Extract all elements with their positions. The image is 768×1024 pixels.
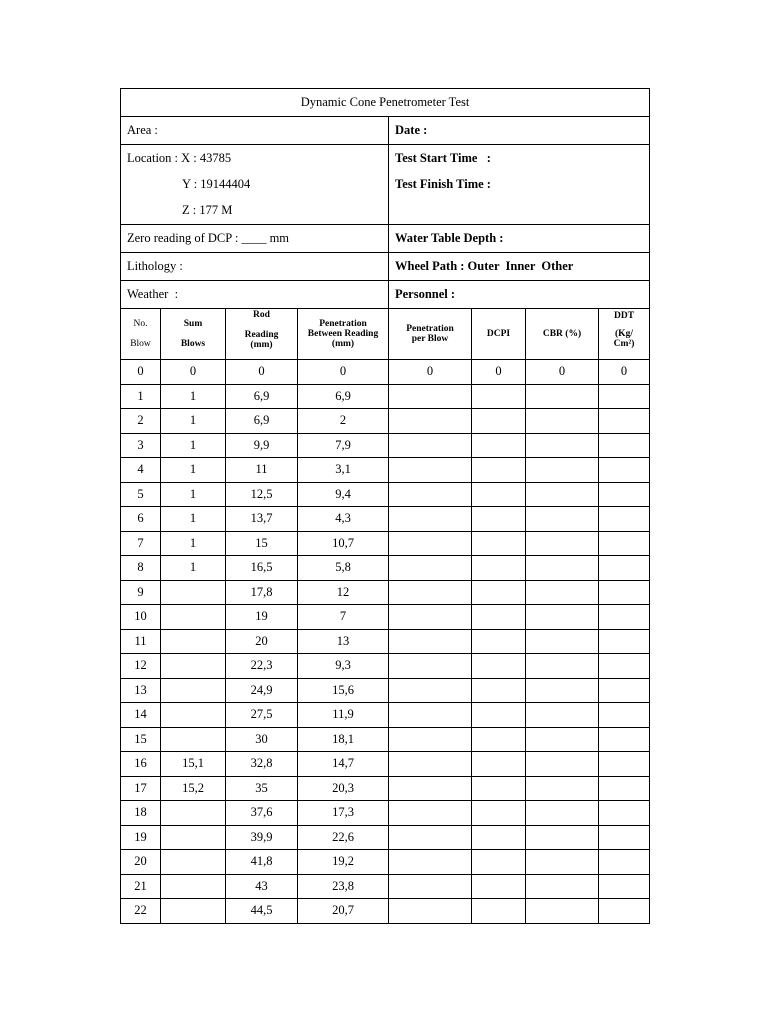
cell-dcpi (472, 654, 526, 679)
cell-cbr (526, 409, 599, 434)
cell-ddt (599, 850, 650, 875)
table-row (121, 360, 650, 385)
cell-penetration-per-blow (389, 825, 472, 850)
cell-penetration-between: 13 (298, 629, 389, 654)
cell-penetration-per-blow (389, 433, 472, 458)
cell-penetration-between: 18,1 (298, 727, 389, 752)
cell-dcpi (472, 703, 526, 728)
col-ddt: DDT (Kg/ Cm²) (599, 309, 650, 360)
cell-ddt (599, 727, 650, 752)
cell-dcpi (472, 850, 526, 875)
cell-rod-reading: 0 (226, 360, 298, 385)
location-x: Location : X : 43785 (127, 151, 232, 165)
cell-penetration-between: 6,9 (298, 384, 389, 409)
table-row (121, 850, 650, 875)
cell-rod-reading: 20 (226, 629, 298, 654)
table-row (121, 776, 650, 801)
wheel-path-field: Wheel Path : Outer Inner Other (389, 253, 650, 281)
cell-sum-blows (161, 629, 226, 654)
cell-penetration-per-blow (389, 678, 472, 703)
cell-sum-blows: 15,2 (161, 776, 226, 801)
cell-sum-blows (161, 850, 226, 875)
cell-ddt (599, 629, 650, 654)
cell-rod-reading: 6,9 (226, 384, 298, 409)
cell-cbr (526, 482, 599, 507)
cell-no-blow: 1 (121, 384, 161, 409)
cell-rod-reading: 35 (226, 776, 298, 801)
lithology-field: Lithology : (121, 253, 389, 281)
cell-dcpi (472, 433, 526, 458)
cell-penetration-between: 2 (298, 409, 389, 434)
cell-penetration-between: 23,8 (298, 874, 389, 899)
cell-cbr (526, 531, 599, 556)
cell-no-blow: 19 (121, 825, 161, 850)
cell-no-blow: 5 (121, 482, 161, 507)
table-row (121, 482, 650, 507)
cell-ddt (599, 874, 650, 899)
table-row (121, 556, 650, 581)
cell-penetration-between: 20,7 (298, 899, 389, 924)
data-rows (121, 360, 650, 924)
cell-no-blow: 11 (121, 629, 161, 654)
cell-ddt (599, 433, 650, 458)
table-row (121, 629, 650, 654)
cell-ddt (599, 458, 650, 483)
weather-field: Weather : (121, 281, 389, 309)
cell-sum-blows: 1 (161, 458, 226, 483)
cell-penetration-between: 7,9 (298, 433, 389, 458)
cell-no-blow: 12 (121, 654, 161, 679)
cell-penetration-per-blow (389, 556, 472, 581)
cell-penetration-between: 15,6 (298, 678, 389, 703)
cell-sum-blows: 1 (161, 384, 226, 409)
cell-no-blow: 0 (121, 360, 161, 385)
cell-cbr (526, 776, 599, 801)
cell-cbr (526, 678, 599, 703)
personnel-field: Personnel : (389, 281, 650, 309)
cell-dcpi (472, 727, 526, 752)
col-penetration-between: Penetration Between Reading (mm) (298, 309, 389, 360)
col-rod-reading: Rod Reading (mm) (226, 309, 298, 360)
cell-dcpi (472, 580, 526, 605)
cell-penetration-between: 20,3 (298, 776, 389, 801)
water-table-field: Water Table Depth : (389, 225, 650, 253)
cell-penetration-per-blow (389, 580, 472, 605)
col-no-blow: No. Blow (121, 309, 161, 360)
cell-no-blow: 15 (121, 727, 161, 752)
cell-cbr (526, 825, 599, 850)
cell-rod-reading: 30 (226, 727, 298, 752)
cell-rod-reading: 19 (226, 605, 298, 630)
cell-cbr (526, 605, 599, 630)
table-row (121, 727, 650, 752)
table-row (121, 605, 650, 630)
cell-rod-reading: 22,3 (226, 654, 298, 679)
cell-no-blow: 6 (121, 507, 161, 532)
table-row (121, 752, 650, 777)
cell-penetration-per-blow (389, 409, 472, 434)
cell-rod-reading: 37,6 (226, 801, 298, 826)
cell-penetration-per-blow (389, 899, 472, 924)
cell-sum-blows (161, 580, 226, 605)
cell-sum-blows (161, 654, 226, 679)
cell-penetration-per-blow (389, 727, 472, 752)
cell-sum-blows (161, 605, 226, 630)
cell-ddt (599, 678, 650, 703)
cell-rod-reading: 27,5 (226, 703, 298, 728)
col-penetration-per-blow: Penetration per Blow (389, 309, 472, 360)
cell-penetration-between: 3,1 (298, 458, 389, 483)
cell-rod-reading: 43 (226, 874, 298, 899)
cell-no-blow: 22 (121, 899, 161, 924)
cell-rod-reading: 15 (226, 531, 298, 556)
test-finish-time: Test Finish Time : (395, 177, 491, 191)
cell-rod-reading: 39,9 (226, 825, 298, 850)
cell-penetration-between: 22,6 (298, 825, 389, 850)
cell-ddt (599, 776, 650, 801)
table-row (121, 507, 650, 532)
cell-rod-reading: 12,5 (226, 482, 298, 507)
cell-sum-blows: 1 (161, 507, 226, 532)
col-sum-blows: Sum Blows (161, 309, 226, 360)
cell-ddt (599, 531, 650, 556)
cell-penetration-between: 0 (298, 360, 389, 385)
cell-sum-blows (161, 825, 226, 850)
cell-cbr (526, 874, 599, 899)
cell-dcpi: 0 (472, 360, 526, 385)
cell-no-blow: 14 (121, 703, 161, 728)
cell-penetration-between: 17,3 (298, 801, 389, 826)
cell-cbr (526, 727, 599, 752)
cell-penetration-per-blow: 0 (389, 360, 472, 385)
cell-ddt (599, 801, 650, 826)
cell-no-blow: 7 (121, 531, 161, 556)
cell-ddt (599, 605, 650, 630)
cell-cbr (526, 899, 599, 924)
cell-sum-blows: 1 (161, 433, 226, 458)
cell-sum-blows (161, 874, 226, 899)
table-row (121, 899, 650, 924)
cell-cbr (526, 801, 599, 826)
area-field: Area : (121, 117, 389, 145)
blow-data-table (120, 308, 650, 924)
cell-penetration-between: 10,7 (298, 531, 389, 556)
cell-dcpi (472, 874, 526, 899)
cell-sum-blows: 1 (161, 531, 226, 556)
cell-sum-blows (161, 703, 226, 728)
test-start-time: Test Start Time : (395, 151, 491, 165)
cell-rod-reading: 24,9 (226, 678, 298, 703)
cell-no-blow: 17 (121, 776, 161, 801)
cell-rod-reading: 13,7 (226, 507, 298, 532)
cell-ddt (599, 825, 650, 850)
cell-ddt (599, 556, 650, 581)
table-row (121, 384, 650, 409)
cell-cbr (526, 654, 599, 679)
location-y: Y : 19144404 (182, 177, 251, 191)
cell-sum-blows (161, 727, 226, 752)
table-row (121, 703, 650, 728)
cell-rod-reading: 9,9 (226, 433, 298, 458)
form-title: Dynamic Cone Penetrometer Test (121, 89, 650, 117)
column-header-row (121, 309, 650, 360)
cell-no-blow: 18 (121, 801, 161, 826)
cell-penetration-between: 9,3 (298, 654, 389, 679)
cell-penetration-per-blow (389, 752, 472, 777)
cell-no-blow: 21 (121, 874, 161, 899)
cell-penetration-per-blow (389, 384, 472, 409)
cell-ddt (599, 899, 650, 924)
cell-penetration-per-blow (389, 531, 472, 556)
table-row (121, 825, 650, 850)
cell-no-blow: 10 (121, 605, 161, 630)
cell-penetration-per-blow (389, 654, 472, 679)
cell-dcpi (472, 531, 526, 556)
cell-dcpi (472, 409, 526, 434)
cell-penetration-per-blow (389, 605, 472, 630)
cell-no-blow: 8 (121, 556, 161, 581)
cell-penetration-between: 19,2 (298, 850, 389, 875)
cell-dcpi (472, 629, 526, 654)
cell-penetration-between: 11,9 (298, 703, 389, 728)
table-row (121, 409, 650, 434)
location-z: Z : 177 M (182, 203, 233, 217)
cell-no-blow: 20 (121, 850, 161, 875)
cell-rod-reading: 17,8 (226, 580, 298, 605)
cell-dcpi (472, 776, 526, 801)
cell-sum-blows: 1 (161, 556, 226, 581)
cell-penetration-per-blow (389, 482, 472, 507)
cell-penetration-between: 9,4 (298, 482, 389, 507)
cell-cbr (526, 850, 599, 875)
cell-penetration-between: 7 (298, 605, 389, 630)
cell-dcpi (472, 899, 526, 924)
cell-sum-blows: 0 (161, 360, 226, 385)
cell-cbr: 0 (526, 360, 599, 385)
cell-no-blow: 9 (121, 580, 161, 605)
cell-penetration-per-blow (389, 801, 472, 826)
cell-no-blow: 13 (121, 678, 161, 703)
col-cbr: CBR (%) (526, 309, 599, 360)
cell-cbr (526, 556, 599, 581)
cell-cbr (526, 703, 599, 728)
cell-sum-blows: 15,1 (161, 752, 226, 777)
table-row (121, 874, 650, 899)
cell-rod-reading: 11 (226, 458, 298, 483)
cell-penetration-between: 14,7 (298, 752, 389, 777)
cell-cbr (526, 629, 599, 654)
table-row (121, 531, 650, 556)
cell-penetration-between: 12 (298, 580, 389, 605)
table-row (121, 654, 650, 679)
cell-ddt (599, 580, 650, 605)
cell-no-blow: 3 (121, 433, 161, 458)
cell-dcpi (472, 482, 526, 507)
dcp-test-form (120, 88, 647, 924)
cell-penetration-per-blow (389, 703, 472, 728)
cell-penetration-between: 5,8 (298, 556, 389, 581)
cell-cbr (526, 580, 599, 605)
cell-dcpi (472, 507, 526, 532)
cell-penetration-between: 4,3 (298, 507, 389, 532)
cell-ddt (599, 752, 650, 777)
cell-ddt (599, 384, 650, 409)
cell-penetration-per-blow (389, 458, 472, 483)
cell-cbr (526, 458, 599, 483)
cell-ddt (599, 409, 650, 434)
cell-penetration-per-blow (389, 629, 472, 654)
col-dcpi: DCPI (472, 309, 526, 360)
cell-sum-blows: 1 (161, 482, 226, 507)
cell-no-blow: 4 (121, 458, 161, 483)
header-table (120, 88, 650, 309)
cell-dcpi (472, 678, 526, 703)
time-field (389, 145, 650, 225)
cell-dcpi (472, 458, 526, 483)
cell-penetration-per-blow (389, 776, 472, 801)
location-field (121, 145, 389, 225)
table-row (121, 433, 650, 458)
cell-dcpi (472, 825, 526, 850)
cell-rod-reading: 41,8 (226, 850, 298, 875)
cell-ddt (599, 507, 650, 532)
cell-sum-blows: 1 (161, 409, 226, 434)
cell-no-blow: 2 (121, 409, 161, 434)
cell-penetration-per-blow (389, 850, 472, 875)
cell-ddt (599, 654, 650, 679)
cell-no-blow: 16 (121, 752, 161, 777)
cell-penetration-per-blow (389, 507, 472, 532)
cell-cbr (526, 507, 599, 532)
table-row (121, 458, 650, 483)
cell-cbr (526, 752, 599, 777)
cell-rod-reading: 6,9 (226, 409, 298, 434)
cell-penetration-per-blow (389, 874, 472, 899)
cell-sum-blows (161, 678, 226, 703)
cell-cbr (526, 433, 599, 458)
table-row (121, 801, 650, 826)
cell-sum-blows (161, 801, 226, 826)
cell-ddt (599, 482, 650, 507)
cell-dcpi (472, 801, 526, 826)
table-row (121, 580, 650, 605)
cell-ddt: 0 (599, 360, 650, 385)
cell-dcpi (472, 384, 526, 409)
cell-dcpi (472, 556, 526, 581)
cell-rod-reading: 32,8 (226, 752, 298, 777)
cell-rod-reading: 44,5 (226, 899, 298, 924)
cell-cbr (526, 384, 599, 409)
zero-reading-field: Zero reading of DCP : ____ mm (121, 225, 389, 253)
cell-rod-reading: 16,5 (226, 556, 298, 581)
date-field: Date : (389, 117, 650, 145)
cell-dcpi (472, 605, 526, 630)
cell-ddt (599, 703, 650, 728)
cell-dcpi (472, 752, 526, 777)
table-row (121, 678, 650, 703)
cell-sum-blows (161, 899, 226, 924)
